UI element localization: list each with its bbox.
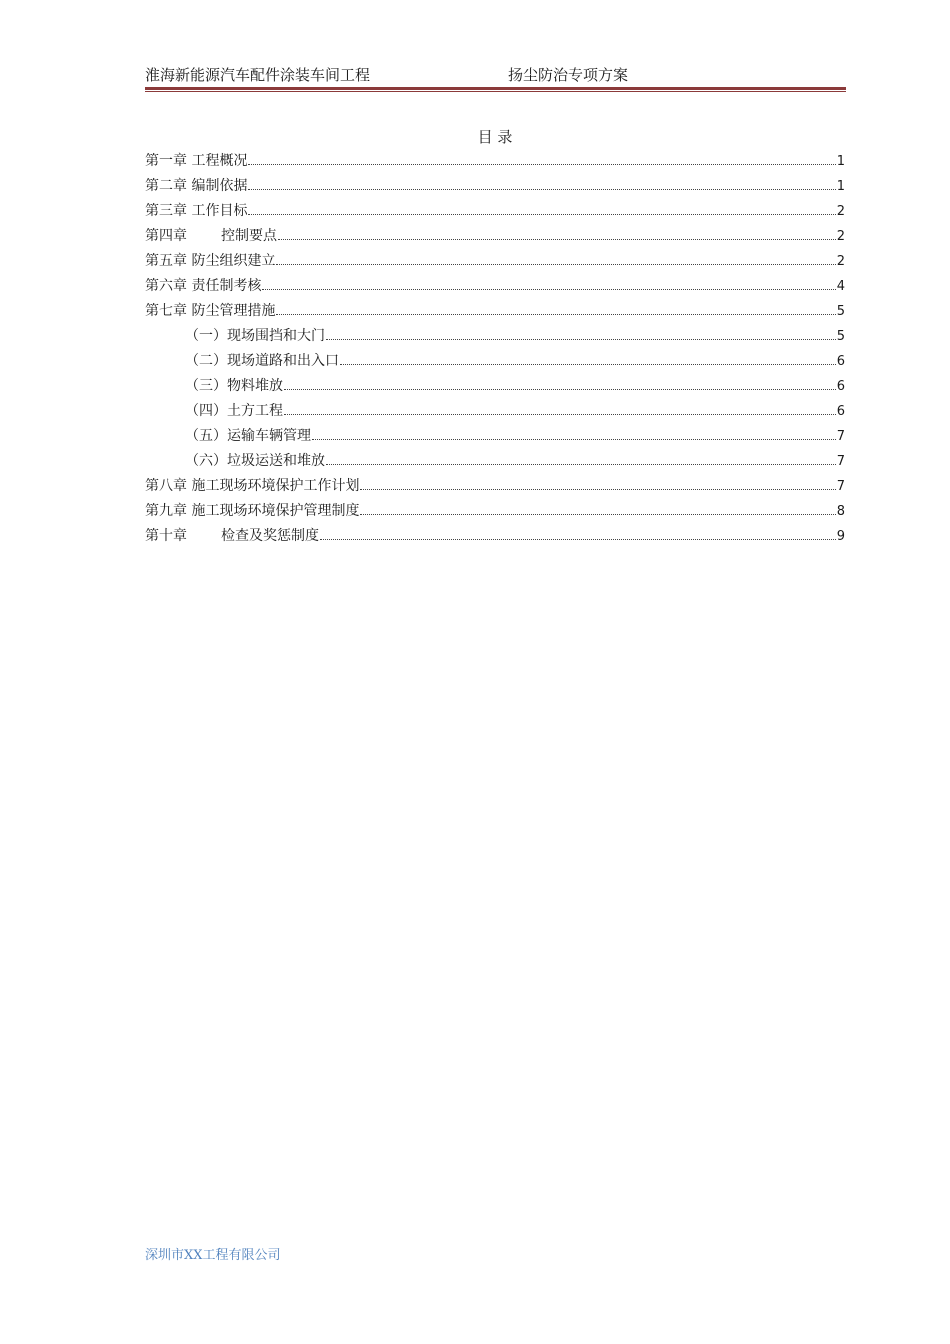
toc-entry-label-title: 检查及奖惩制度 <box>221 528 319 544</box>
toc-dot-leader <box>284 413 836 415</box>
toc-page-number: 6 <box>836 379 845 394</box>
toc-page-number: 6 <box>836 354 845 369</box>
toc-subsection-entry[interactable] <box>145 425 845 450</box>
toc-entry-label <box>145 400 283 422</box>
header-rule-thick <box>145 87 846 90</box>
toc-entry-label-text: （三）物料堆放 <box>185 378 283 394</box>
toc-entry-label <box>145 200 247 222</box>
toc-dot-leader <box>278 238 836 240</box>
toc-entry-label <box>145 300 275 322</box>
toc-page-number: 9 <box>836 529 845 544</box>
toc-entry-label <box>145 250 275 272</box>
toc-dot-leader <box>320 538 836 540</box>
toc-subsection-entry[interactable] <box>145 450 845 475</box>
toc-entry-label <box>145 475 359 497</box>
toc-chapter-entry[interactable] <box>145 250 845 275</box>
toc-entry-label-title: 控制要点 <box>221 228 277 244</box>
toc-dot-leader <box>312 438 836 440</box>
toc-entry-label-text: 第四章 <box>145 228 187 244</box>
toc-page-number: 1 <box>836 154 845 169</box>
header-document-title: 扬尘防治专项方案 <box>508 66 629 84</box>
toc-entry-label-text: 第七章 防尘管理措施 <box>145 303 276 319</box>
toc-entry-label-text: 第二章 编制依据 <box>145 178 248 194</box>
toc-subsection-entry[interactable] <box>145 350 845 375</box>
header-rule-thin <box>145 91 846 92</box>
toc-page-number: 5 <box>836 304 845 319</box>
toc-dot-leader <box>248 163 835 165</box>
toc-chapter-entry[interactable] <box>145 150 845 175</box>
page-header <box>145 64 845 86</box>
toc-entry-label-text: （六）垃圾运送和堆放 <box>185 453 325 469</box>
toc-entry-label <box>145 500 359 522</box>
toc-dot-leader <box>276 263 835 265</box>
toc-chapter-entry[interactable] <box>145 500 845 525</box>
toc-entry-label <box>145 425 311 447</box>
toc-dot-leader <box>326 463 836 465</box>
toc-entry-label-text: （四）土方工程 <box>185 403 283 419</box>
toc-chapter-entry[interactable] <box>145 225 845 250</box>
toc-dot-leader <box>248 213 835 215</box>
toc-entry-label-text: （五）运输车辆管理 <box>185 428 311 444</box>
toc-dot-leader <box>262 288 835 290</box>
header-project-name: 淮海新能源汽车配件涂装车间工程 <box>145 66 371 84</box>
toc-entry-label-text: 第九章 施工现场环境保护管理制度 <box>145 503 360 519</box>
toc-chapter-entry[interactable] <box>145 200 845 225</box>
toc-page-number: 6 <box>836 404 845 419</box>
toc-subsection-entry[interactable] <box>145 400 845 425</box>
toc-entry-label <box>145 225 277 247</box>
toc-chapter-entry[interactable] <box>145 175 845 200</box>
toc-entry-label <box>145 150 247 172</box>
toc-subsection-entry[interactable] <box>145 325 845 350</box>
toc-entry-label-text: 第六章 责任制考核 <box>145 278 262 294</box>
toc-entry-label-text: 第三章 工作目标 <box>145 203 248 219</box>
table-of-contents <box>145 150 845 550</box>
toc-page-number: 8 <box>836 504 845 519</box>
toc-page-number: 1 <box>836 179 845 194</box>
toc-page-number: 4 <box>836 279 845 294</box>
toc-entry-label <box>145 525 319 547</box>
toc-entry-label-text: 第十章 <box>145 528 187 544</box>
toc-dot-leader <box>326 338 836 340</box>
toc-entry-label-text: （一）现场围挡和大门 <box>185 328 325 344</box>
toc-page-number: 2 <box>836 229 845 244</box>
toc-page-number: 5 <box>836 329 845 344</box>
toc-chapter-entry[interactable] <box>145 525 845 550</box>
toc-entry-label <box>145 375 283 397</box>
toc-page-number: 7 <box>836 429 845 444</box>
toc-dot-leader <box>276 313 835 315</box>
toc-dot-leader <box>340 363 836 365</box>
toc-chapter-entry[interactable] <box>145 475 845 500</box>
toc-chapter-entry[interactable] <box>145 275 845 300</box>
toc-entry-label <box>145 450 325 472</box>
toc-page-number: 7 <box>836 479 845 494</box>
toc-page-number: 2 <box>836 204 845 219</box>
toc-entry-label-text: （二）现场道路和出入口 <box>185 353 339 369</box>
toc-entry-label-text: 第五章 防尘组织建立 <box>145 253 276 269</box>
toc-entry-label-text: 第一章 工程概况 <box>145 153 248 169</box>
toc-entry-label <box>145 350 339 372</box>
toc-entry-label <box>145 175 247 197</box>
toc-entry-label <box>145 275 261 297</box>
toc-entry-label <box>145 325 325 347</box>
toc-dot-leader <box>360 488 835 490</box>
toc-dot-leader <box>360 513 835 515</box>
footer-company-name: 深圳市XX工程有限公司 <box>145 1248 281 1263</box>
toc-subsection-entry[interactable] <box>145 375 845 400</box>
toc-page-number: 7 <box>836 454 845 469</box>
toc-dot-leader <box>248 188 835 190</box>
toc-entry-label-text: 第八章 施工现场环境保护工作计划 <box>145 478 360 494</box>
toc-page-number: 2 <box>836 254 845 269</box>
toc-dot-leader <box>284 388 836 390</box>
toc-title: 目 录 <box>477 128 513 146</box>
toc-chapter-entry[interactable] <box>145 300 845 325</box>
